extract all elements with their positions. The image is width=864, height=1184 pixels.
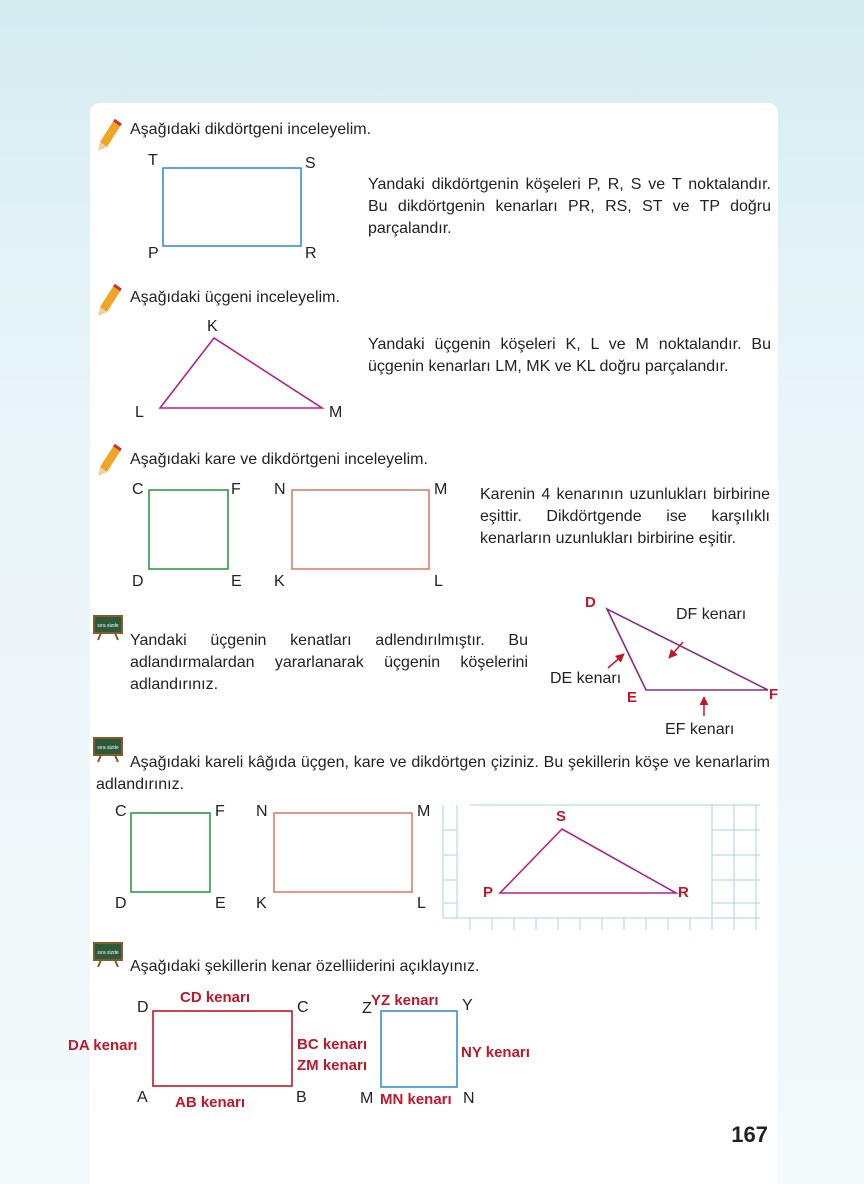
vertex-label: A <box>137 1089 148 1106</box>
df-edge-label: DF kenarı <box>676 606 747 623</box>
square-cfed-2 <box>131 813 210 892</box>
pencil-icon <box>98 120 121 151</box>
ab-edge-label: AB kenarı <box>175 1094 246 1111</box>
vertex-label: L <box>434 573 443 590</box>
section-heading-square-rectangle: Aşağıdaki kare ve dikdörtgeni inceleyelim. <box>130 451 428 468</box>
blackboard-icon <box>93 615 123 641</box>
rectangle-nmlk-2 <box>274 813 412 892</box>
mn-edge-label: MN kenarı <box>380 1091 452 1108</box>
vertex-label: N <box>274 481 286 498</box>
vertex-label: P <box>483 884 494 901</box>
square-mnyz <box>381 1011 457 1087</box>
vertex-label: L <box>417 895 426 912</box>
board-icon-text: sıra sizde <box>97 745 119 751</box>
triangle-klm <box>160 338 322 408</box>
de-arrow <box>608 654 624 668</box>
vertex-label: P <box>148 245 159 262</box>
vertex-label: R <box>305 245 317 262</box>
ef-edge-label: EF kenarı <box>665 721 735 738</box>
rectangle-nmlk <box>292 490 429 569</box>
vertex-label: T <box>148 152 158 169</box>
vertex-label: Z <box>362 1000 372 1017</box>
vertex-label: C <box>132 481 144 498</box>
square-cfed <box>149 490 228 569</box>
vertex-label: M <box>360 1090 374 1107</box>
vertex-label: K <box>256 895 267 912</box>
de-edge-label: DE kenarı <box>550 670 622 687</box>
ny-edge-label: NY kenarı <box>461 1044 530 1061</box>
activity2-text: Aşağıdaki kareli kâğıda üçgen, kare ve dikdörtgen çiziniz. Bu şekillerin köşe ve kenarlarim adlandırınız. <box>96 754 770 793</box>
vertex-label: R <box>678 884 689 901</box>
page-number: 167 <box>731 1122 768 1147</box>
vertex-label: K <box>274 573 285 590</box>
vertex-label: D <box>585 594 596 611</box>
vertex-label: D <box>132 573 144 590</box>
triangle-spr <box>500 829 676 893</box>
vertex-label: M <box>417 803 431 820</box>
vertex-label: D <box>115 895 127 912</box>
rectangle-description: Yandaki dikdörtgenin köşeleri P, R, S ve T noktalandır. Bu dikdörtgenin kenarları PR, RS, ST ve TP doğru parçalandır. <box>368 176 771 237</box>
zm-edge-label: ZM kenarı <box>297 1057 368 1074</box>
vertex-label: Y <box>462 997 473 1014</box>
yz-edge-label: YZ kenarı <box>371 992 439 1009</box>
vertex-label: S <box>556 808 567 825</box>
vertex-label: K <box>207 318 218 335</box>
grid-paper <box>443 805 760 930</box>
blackboard-icon <box>93 942 123 968</box>
vertex-label: E <box>215 895 226 912</box>
vertex-label: B <box>296 1089 307 1106</box>
activity1-text: Yandaki üçgenin kenatları adlendırılmıştır. Bu adlandırmalardan yararlanarak üçgenin köşelerini adlandırınız. <box>130 632 528 693</box>
vertex-label: C <box>115 803 127 820</box>
section-heading-rectangle: Aşağıdaki dikdörtgeni inceleyelim. <box>130 121 372 138</box>
vertex-label: N <box>463 1090 475 1107</box>
vertex-label: N <box>256 803 268 820</box>
vertex-label: F <box>215 803 225 820</box>
vertex-label: L <box>135 404 144 421</box>
cd-edge-label: CD kenarı <box>180 989 251 1006</box>
vertex-label: E <box>627 689 638 706</box>
vertex-label: C <box>297 999 309 1016</box>
square-rectangle-description: Karenin 4 kenarının uzunlukları birbirine eşittir. Dikdörtgende ise karşılıklı kenarların uzunlukları birbirine eşitir. <box>480 486 770 547</box>
board-icon-text: sıra sizde <box>97 950 119 956</box>
board-icon-text: sıra sizde <box>97 623 119 629</box>
da-edge-label: DA kenarı <box>68 1037 138 1054</box>
vertex-label: M <box>329 404 343 421</box>
rectangle-abcd <box>153 1011 292 1086</box>
vertex-label: F <box>769 686 779 703</box>
pencil-icon <box>98 285 121 316</box>
bc-edge-label: BC kenarı <box>297 1036 368 1053</box>
section-heading-triangle: Aşağıdaki üçgeni inceleyelim. <box>130 289 340 306</box>
vertex-label: E <box>231 573 242 590</box>
activity3-text: Aşağıdaki şekillerin kenar özelliiderini açıklayınız. <box>130 958 480 975</box>
vertex-label: S <box>305 155 316 172</box>
vertex-label: M <box>434 481 448 498</box>
rectangle-prst <box>163 168 301 246</box>
triangle-description: Yandaki üçgenin köşeleri K, L ve M noktalandır. Bu üçgenin kenarları LM, MK ve KL doğru parçalandır. <box>368 336 771 375</box>
vertex-label: D <box>137 999 149 1016</box>
vertex-label: F <box>231 481 241 498</box>
pencil-icon <box>98 445 121 476</box>
